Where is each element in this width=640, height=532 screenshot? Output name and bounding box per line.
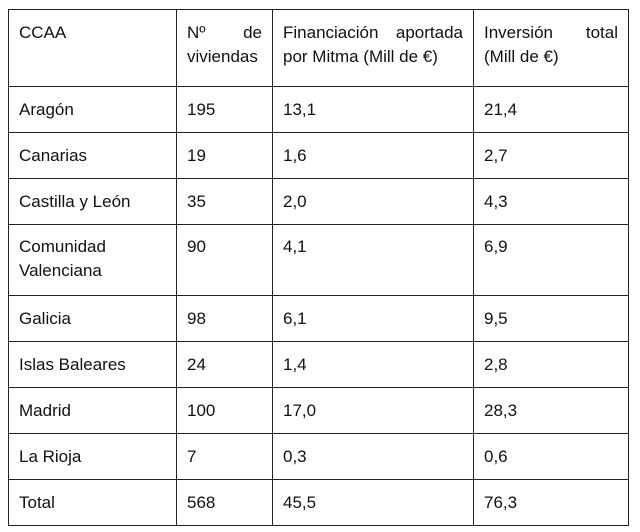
header-inversion-line1: Inversión total (484, 23, 618, 42)
cell-inversion: 4,3 (474, 179, 629, 225)
table-row (9, 434, 629, 480)
cell-ccaa: Total (9, 480, 177, 526)
cell-viviendas: 195 (177, 87, 273, 133)
header-viviendas (177, 10, 273, 87)
cell-ccaa (9, 225, 177, 296)
cell-ccaa: Canarias (9, 133, 177, 179)
cell-inversion: 9,5 (474, 296, 629, 342)
cell-ccaa: Galicia (9, 296, 177, 342)
cell-viviendas: 100 (177, 388, 273, 434)
cell-viviendas: 7 (177, 434, 273, 480)
cell-ccaa: La Rioja (9, 434, 177, 480)
cell-financiacion: 1,6 (273, 133, 474, 179)
header-viviendas-line1: Nº de (187, 23, 262, 42)
header-ccaa: CCAA (9, 10, 177, 87)
header-financiacion-line2: por Mitma (Mill de €) (283, 47, 438, 66)
header-inversion-line2: (Mill de €) (484, 47, 559, 66)
cell-ccaa-line1: Comunidad (19, 237, 106, 256)
cell-ccaa: Aragón (9, 87, 177, 133)
header-financiacion-line1: Financiación aportada (283, 23, 463, 42)
cell-financiacion: 1,4 (273, 342, 474, 388)
cell-ccaa: Castilla y León (9, 179, 177, 225)
cell-viviendas: 35 (177, 179, 273, 225)
table-header-row (9, 10, 629, 87)
cell-viviendas: 19 (177, 133, 273, 179)
cell-ccaa: Islas Baleares (9, 342, 177, 388)
table-row (9, 225, 629, 296)
cell-financiacion: 0,3 (273, 434, 474, 480)
table-row (9, 133, 629, 179)
cell-financiacion: 45,5 (273, 480, 474, 526)
cell-viviendas: 98 (177, 296, 273, 342)
cell-financiacion: 13,1 (273, 87, 474, 133)
cell-inversion: 6,9 (474, 225, 629, 296)
table-row (9, 296, 629, 342)
cell-financiacion: 6,1 (273, 296, 474, 342)
cell-viviendas: 568 (177, 480, 273, 526)
cell-inversion: 76,3 (474, 480, 629, 526)
cell-inversion: 0,6 (474, 434, 629, 480)
cell-ccaa-line2: Valenciana (19, 261, 102, 280)
table-row (9, 342, 629, 388)
cell-inversion: 2,8 (474, 342, 629, 388)
cell-inversion: 2,7 (474, 133, 629, 179)
cell-viviendas: 90 (177, 225, 273, 296)
header-inversion (474, 10, 629, 87)
cell-inversion: 21,4 (474, 87, 629, 133)
cell-ccaa: Madrid (9, 388, 177, 434)
cell-financiacion: 2,0 (273, 179, 474, 225)
cell-financiacion: 17,0 (273, 388, 474, 434)
header-viviendas-line2: viviendas (187, 47, 258, 66)
table-total-row (9, 480, 629, 526)
table-row (9, 179, 629, 225)
cell-financiacion: 4,1 (273, 225, 474, 296)
table-row (9, 87, 629, 133)
table-row (9, 388, 629, 434)
cell-viviendas: 24 (177, 342, 273, 388)
header-financiacion (273, 10, 474, 87)
housing-investment-table (8, 9, 629, 526)
cell-inversion: 28,3 (474, 388, 629, 434)
